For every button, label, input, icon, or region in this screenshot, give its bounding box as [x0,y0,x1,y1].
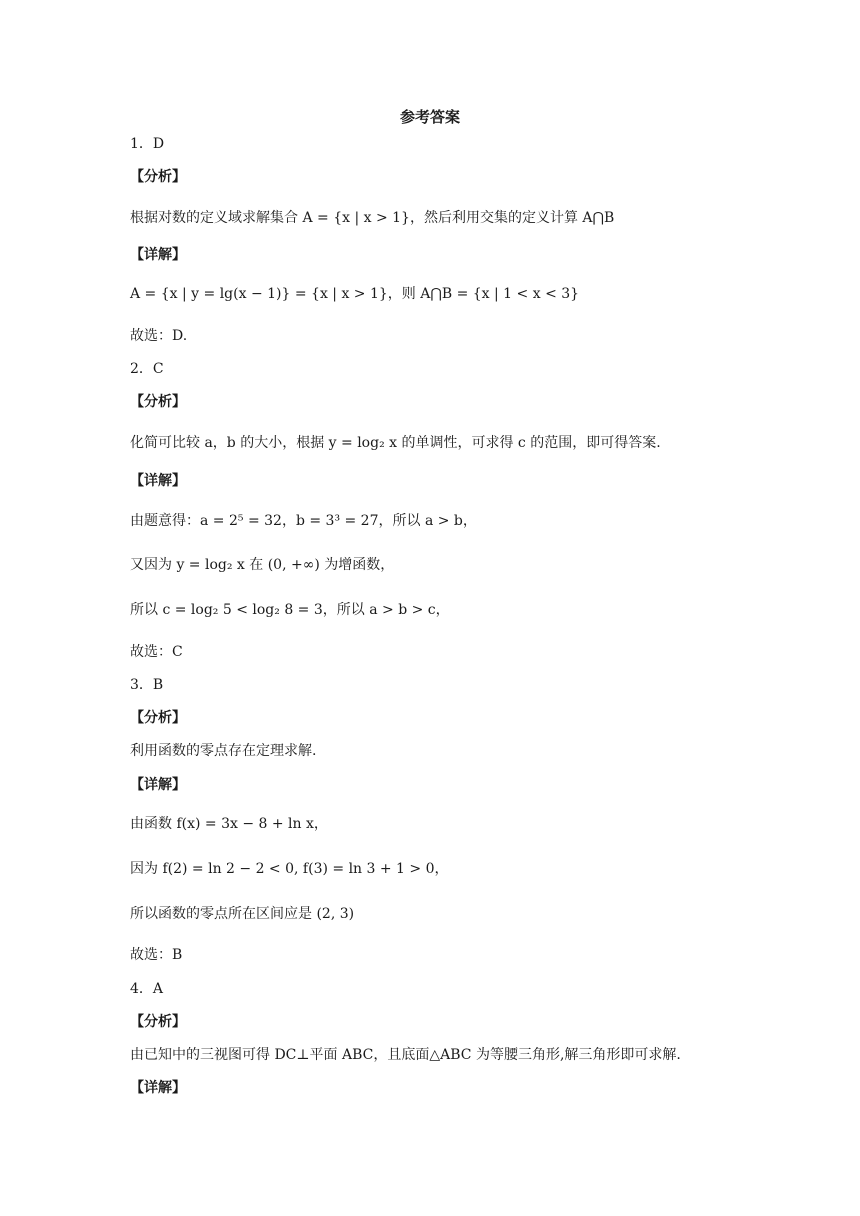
q3-analysis-tag: 【分析】 [130,710,186,726]
q3-detail-tag: 【详解】 [130,777,186,793]
q1-detail-tag: 【详解】 [130,247,186,263]
q3-detail-3: 所以函数的零点所在区间应是 (2, 3) [130,906,355,922]
q2-detail-1: 由题意得：a = 2⁵ = 32，b = 3³ = 27，所以 a > b， [130,513,477,529]
q1-analysis-tag: 【分析】 [130,169,186,185]
q2-detail-3: 所以 c = log₂ 5 < log₂ 8 = 3，所以 a > b > c， [130,602,450,618]
page-title: 参考答案 [399,108,460,126]
q1-analysis: 根据对数的定义域求解集合 A = {x | x > 1}，然后利用交集的定义计算 A⋂B [130,210,615,226]
q3-detail-1: 由函数 f(x) = 3x − 8 + ln x， [130,816,328,832]
q3-detail-2: 因为 f(2) = ln 2 − 2 < 0, f(3) = ln 3 + 1 > 0， [130,861,449,877]
q4-detail-tag: 【详解】 [130,1080,186,1096]
q1-number: 1．D [130,136,165,152]
q1-detail: A = {x | y = lg(x − 1)} = {x | x > 1}，则 A⋂B = {x | 1 < x < 3} [130,286,580,302]
q1-answer: 故选：D. [130,328,188,344]
q2-number: 2．C [130,361,164,377]
q4-analysis: 由已知中的三视图可得 DC⊥平面 ABC，且底面△ABC 为等腰三角形,解三角形即可求解. [130,1047,681,1063]
q3-answer: 故选：B [130,947,183,963]
q2-analysis-tag: 【分析】 [130,394,186,410]
q2-detail-2: 又因为 y = log₂ x 在 (0, +∞) 为增函数， [130,557,395,573]
q3-analysis: 利用函数的零点存在定理求解. [130,743,317,759]
q2-analysis: 化简可比较 a，b 的大小，根据 y = log₂ x 的单调性，可求得 c 的范围，即可得答案. [130,435,661,451]
q4-analysis-tag: 【分析】 [130,1014,186,1030]
q2-answer: 故选：C [130,644,183,660]
q3-number: 3．B [130,677,164,693]
q4-number: 4．A [130,981,164,997]
q2-detail-tag: 【详解】 [130,473,186,489]
